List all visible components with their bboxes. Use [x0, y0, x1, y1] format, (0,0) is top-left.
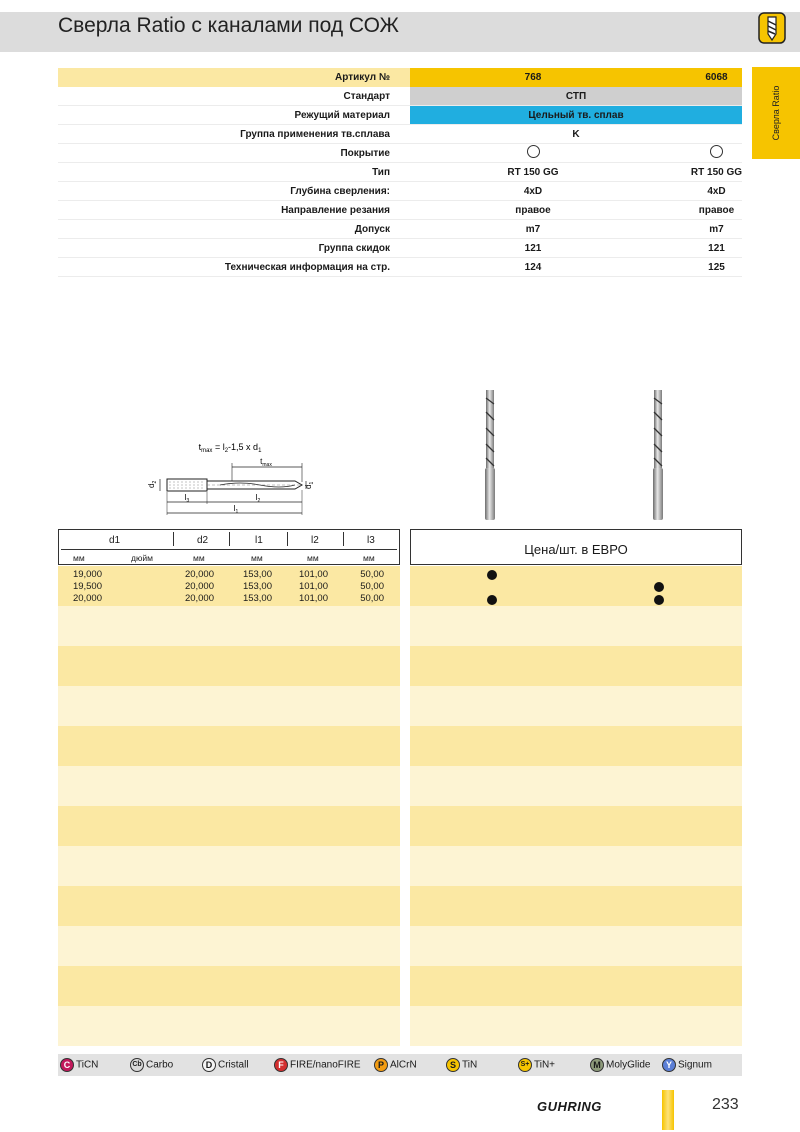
spec-row-tech-info [58, 258, 742, 277]
tin-plus-badge-icon: S+ [518, 1058, 532, 1072]
legend-item-carbo: Cb Carbo [130, 1058, 173, 1072]
drill-image-768 [482, 390, 498, 520]
band [58, 1006, 400, 1046]
cell-d1: 19,500 [72, 581, 102, 592]
band [410, 566, 742, 606]
spec-label: Режущий материал [294, 110, 390, 121]
dimension-table-header [58, 529, 400, 565]
band [58, 886, 400, 926]
legend-item-cristall: D Cristall [202, 1058, 249, 1072]
availability-dot-768 [487, 570, 497, 580]
spec-row-carbide-group [58, 125, 742, 144]
availability-dot-768 [487, 595, 497, 605]
unit: мм [307, 553, 319, 563]
spec-label: Глубина сверления: [290, 186, 390, 197]
band [410, 886, 742, 926]
band [58, 646, 400, 686]
band [58, 926, 400, 966]
col-l3: l3 [367, 535, 375, 546]
signum-badge-icon: Y [662, 1058, 676, 1072]
unit: мм [73, 553, 85, 563]
spec-row-direction [58, 201, 742, 220]
band [410, 646, 742, 686]
legend-item-fire: F FIRE/nanoFIRE [274, 1058, 361, 1072]
spec-value: K [572, 129, 580, 140]
table-row[interactable] [58, 593, 400, 605]
band [410, 766, 742, 806]
cell-l2: 101,00 [298, 569, 328, 580]
cristall-badge-icon: D [202, 1058, 216, 1072]
alcrn-badge-icon: P [374, 1058, 388, 1072]
col-l1: l1 [255, 535, 263, 546]
cell-l3: 50,00 [360, 593, 384, 604]
spec-row-coating [58, 144, 742, 163]
spec-value-1: 4xD [523, 186, 543, 197]
tmax-label: $t_{max}$ [260, 457, 272, 468]
band [410, 926, 742, 966]
cell-l2: 101,00 [298, 581, 328, 592]
col-l2: l2 [311, 535, 319, 546]
unit: дюйм [131, 553, 153, 563]
cell-l1: 153,00 [242, 581, 272, 592]
spec-value-2: правое [698, 205, 735, 216]
coating-legend [58, 1054, 742, 1076]
cell-l3: 50,00 [360, 569, 384, 580]
spec-label: Артикул № [335, 72, 390, 83]
legend-item-tin-plus: S+ TiN+ [518, 1058, 555, 1072]
tin-badge-icon: S [446, 1058, 460, 1072]
ticn-badge-icon: C [60, 1058, 74, 1072]
legend-item-signum: Y Signum [662, 1058, 712, 1072]
band [410, 846, 742, 886]
cell-d1: 19,000 [72, 569, 102, 580]
band [410, 686, 742, 726]
spec-label: Допуск [354, 224, 390, 235]
l2-label: $l_2$ [255, 493, 261, 504]
spec-row-material [58, 106, 742, 125]
legend-item-alcrn: P AlCrN [374, 1058, 417, 1072]
spec-value-1[interactable]: 124 [524, 262, 542, 273]
page-number: 233 [712, 1096, 739, 1113]
spec-label: Тип [372, 167, 390, 178]
tmax-formula: $t_{max} = l_2-1,5$ x $d_1$ [198, 442, 262, 454]
band [410, 966, 742, 1006]
band [58, 846, 400, 886]
side-tab-label: Сверла Ratio [771, 85, 781, 141]
molyglide-badge-icon: M [590, 1058, 604, 1072]
d2-label: $d_2$ [147, 480, 158, 488]
spec-row-tolerance [58, 220, 742, 239]
band [58, 606, 400, 646]
drill-dimension-drawing [140, 438, 320, 520]
spec-value-1: 121 [524, 243, 542, 254]
cell-l2: 101,00 [298, 593, 328, 604]
price-header-label: Цена/шт. в ЕВРО [524, 542, 628, 557]
col-d2: d2 [197, 535, 209, 546]
legend-item-molyglide: M MolyGlide [590, 1058, 650, 1072]
spec-label: Группа скидок [318, 243, 390, 254]
uncoated-ring-icon [527, 145, 540, 158]
spec-label: Техническая информация на стр. [224, 262, 390, 273]
unit: мм [363, 553, 375, 563]
spec-value: СТП [565, 91, 587, 102]
spec-value-1: m7 [525, 224, 541, 235]
spec-value-2: 121 [708, 243, 725, 254]
band [58, 726, 400, 766]
band [410, 806, 742, 846]
band [410, 606, 742, 646]
cell-d2: 20,000 [184, 581, 214, 592]
carbo-badge-icon: Cb [130, 1058, 144, 1072]
spec-row-depth [58, 182, 742, 201]
band [58, 766, 400, 806]
spec-value-2: RT 150 GG [690, 167, 743, 178]
spec-label: Направление резания [281, 205, 390, 216]
band [58, 966, 400, 1006]
unit: мм [251, 553, 263, 563]
l1-label: $l_1$ [233, 504, 239, 515]
cell-l3: 50,00 [360, 581, 384, 592]
table-row[interactable] [58, 569, 400, 581]
cell-d2: 20,000 [184, 569, 214, 580]
unit: мм [193, 553, 205, 563]
spec-row-type [58, 163, 742, 182]
cell-l1: 153,00 [242, 593, 272, 604]
spec-label: Стандарт [343, 91, 390, 102]
spec-label: Группа применения тв.сплава [240, 129, 390, 140]
table-row[interactable] [58, 581, 400, 593]
band [58, 686, 400, 726]
spec-value-2: 4xD [707, 186, 726, 197]
spec-value-1: правое [515, 205, 551, 216]
price-header [410, 529, 742, 565]
spec-row-standard [58, 87, 742, 106]
legend-item-tin: S TiN [446, 1058, 477, 1072]
d1-label: $d_1$ [304, 481, 315, 489]
uncoated-ring-icon [710, 145, 723, 158]
cell-d1: 20,000 [72, 593, 102, 604]
fire-badge-icon: F [274, 1058, 288, 1072]
spec-value-1: RT 150 GG [507, 167, 559, 178]
l3-label: $l_3$ [184, 493, 190, 504]
drill-image-6068 [650, 390, 666, 520]
cell-d2: 20,000 [184, 593, 214, 604]
band [58, 806, 400, 846]
spec-label: Покрытие [340, 148, 390, 159]
spec-value-2[interactable]: 125 [708, 262, 725, 273]
band [410, 726, 742, 766]
band [410, 1006, 742, 1046]
spec-value-2: m7 [709, 224, 724, 235]
cell-l1: 153,00 [242, 569, 272, 580]
brand-logo: GUHRING [537, 1099, 602, 1114]
availability-dot-6068 [654, 595, 664, 605]
availability-dot-6068 [654, 582, 664, 592]
spec-value-1: 768 [524, 72, 542, 83]
brand-bar [662, 1090, 674, 1130]
spec-value: Цельный тв. сплав [528, 110, 624, 121]
page-title: Сверла Ratio с каналами под СОЖ [58, 14, 399, 37]
spec-row-article [58, 68, 742, 87]
col-d1: d1 [109, 535, 121, 546]
spec-value-2: 6068 [705, 72, 728, 83]
legend-item-ticn: C TiCN [60, 1058, 98, 1072]
spec-row-discount [58, 239, 742, 258]
drill-icon [758, 12, 786, 44]
